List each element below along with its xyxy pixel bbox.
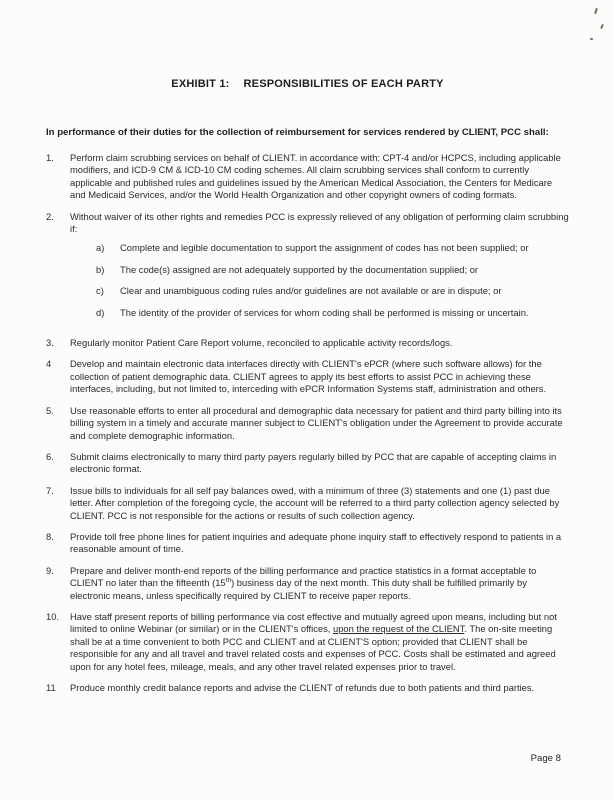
sublist-item-c — [96, 285, 569, 297]
subitem-letter: a) — [96, 242, 105, 254]
scan-artifact — [600, 24, 604, 29]
item-text: Develop and maintain electronic data interfaces directly with CLIENT's ePCR (where such software allows) for the collection of patient demographic data. CLIENT agrees to apply its best efforts to assist PCC in achieving these interfaces, including, but not limited to, interceding with ePCR Information Systems staff, administration and others. — [70, 358, 547, 395]
list-item-9 — [46, 565, 569, 602]
list-item-11 — [46, 682, 569, 694]
list-item-4 — [46, 358, 569, 395]
page-title — [46, 78, 569, 90]
list-item-3 — [46, 337, 569, 349]
item-text-pre: Have staff present reports of billing performance via cost effective and mutually agreed upon means, including but not limited to online Webinar (or similar) or in the CLIENT's offices, — [70, 610, 557, 635]
sublist-item-b — [96, 264, 569, 276]
item-text: Provide toll free phone lines for patient inquiries and adequate phone inquiry staff to effectively respond to patients in a reasonable amount of time. — [70, 530, 562, 555]
item-text: Use reasonable efforts to enter all procedural and demographic data necessary for patient and third party billing into its billing system in a timely and accurate manner subject to CLIENT's obligation under the Agreement to provide accurate and complete demographic information. — [70, 404, 563, 441]
item-text-post: ) business day of the next month. This duty shall be fulfilled primarily by electronic means, unless specifically required by CLIENT to receive paper reports. — [70, 577, 527, 601]
item-text: Produce monthly credit balance reports and advise the CLIENT of refunds due to both patients and third parties. — [70, 682, 535, 693]
subitem-letter: b) — [96, 263, 105, 275]
item-number: 9. — [46, 564, 54, 576]
scan-artifact — [594, 8, 598, 14]
list-item-6 — [46, 451, 569, 476]
item-body — [70, 565, 569, 602]
item-text: Regularly monitor Patient Care Report volume, reconciled to applicable activity records/logs. — [70, 337, 453, 349]
scan-artifact — [590, 38, 593, 40]
ordinal-superscript: th — [225, 577, 232, 585]
title-exhibit-label: EXHIBIT 1: — [171, 78, 230, 90]
list-item-2 — [46, 211, 569, 328]
item-number: 8. — [46, 530, 54, 542]
item-number: 4 — [46, 358, 52, 370]
subitem-text: The code(s) assigned are not adequately supported by the documentation supplied; or — [120, 263, 479, 275]
intro-paragraph: In performance of their duties for the collection of reimbursement for services rendered by CLIENT, PCC shall: — [46, 127, 549, 138]
list-item-10 — [46, 611, 569, 673]
subitem-letter: c) — [96, 285, 104, 297]
item-number: 5. — [46, 404, 54, 416]
item-text-post: . The on-site meeting shall be at a time convenient to both PCC and CLIENT and at CLIENT'S option; provided that CLIENT shall be responsible for any and all travel and travel related costs and expenses of PCC. Costs shall be estimated and agreed upon for any hotel fees, mileage, meals, and any other travel related expenses prior to travel. — [70, 623, 556, 672]
item-text: Issue bills to individuals for all self pay balances owed, with a minimum of three (3) statements and one (1) past due letter. After completion of the foregoing cycle, the account will be referred to a third party collection agency selected by CLIENT. PCC is not responsible for the actions or results of such collection agency. — [70, 484, 560, 521]
title-text: RESPONSIBILITIES OF EACH PARTY — [243, 78, 444, 90]
item-number: 7. — [46, 484, 54, 496]
subitem-text: Complete and legible documentation to support the assignment of codes has not been supplied; or — [120, 242, 529, 254]
item-number: 11 — [46, 682, 56, 693]
sublist-item-a — [96, 242, 569, 254]
item-number: 3. — [46, 337, 54, 349]
item-number: 10. — [46, 610, 60, 622]
list-item-1 — [46, 152, 569, 202]
sublist-item-d — [96, 307, 569, 319]
item-text-pre: Prepare and deliver month-end reports of the billing performance and practice statistics in a format acceptable to CLIENT no later than the fifteenth (15 — [70, 564, 537, 589]
item-body — [70, 611, 569, 673]
list-item-5 — [46, 405, 569, 442]
item-text: Without waiver of its other rights and remedies PCC is expressly relieved of any obligation of performing claim scrubbing if: — [70, 210, 569, 235]
item-text: Perform claim scrubbing services on behalf of CLIENT. in accordance with: CPT-4 and/or HCPCS, including applicable modifiers, and ICD-9 CM & ICD-10 CM coding schemes. All claim scrubbing services shall conform to currently applicable and published rules and guidelines issued by the American Medical Association, the Centers for Medicare and Medicaid Services, and/or the World Health Organization and other copyright owners of coding formats. — [70, 152, 561, 201]
responsibilities-list — [46, 152, 569, 694]
subitem-letter: d) — [96, 306, 105, 318]
sublist — [70, 242, 569, 319]
item-number: 2. — [46, 210, 54, 222]
subitem-text: Clear and unambiguous coding rules and/or guidelines are not available or are in dispute; or — [120, 285, 502, 297]
subitem-text: The identity of the provider of services for whom coding shall be performed is missing or uncertain. — [120, 306, 529, 318]
underlined-text: upon the request of the CLIENT — [333, 623, 465, 635]
item-number: 6. — [46, 450, 54, 462]
item-number: 1. — [46, 152, 54, 163]
page-number: Page 8 — [530, 753, 561, 764]
list-item-8 — [46, 531, 569, 556]
list-item-7 — [46, 485, 569, 522]
item-text: Submit claims electronically to many third party payers regularly billed by PCC that are capable of accepting claims in electronic format. — [70, 450, 557, 475]
item-body — [70, 211, 569, 328]
